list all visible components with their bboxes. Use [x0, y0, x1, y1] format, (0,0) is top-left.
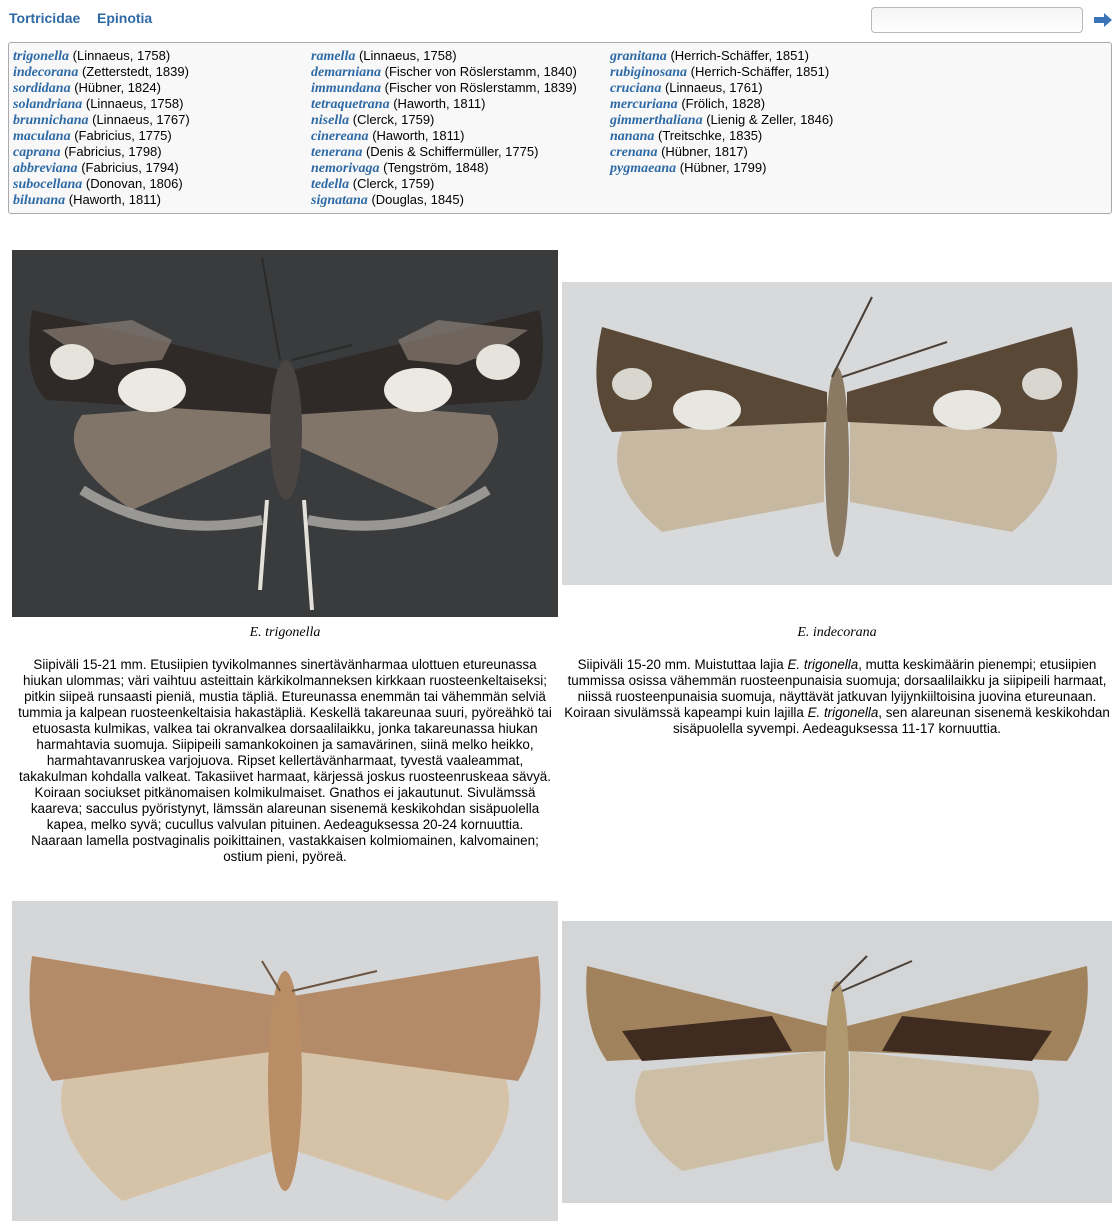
species-author: (Hübner, 1799)	[679, 160, 767, 175]
species-list-item	[610, 96, 833, 112]
species-list-item	[13, 144, 190, 160]
species-list-item	[610, 48, 833, 64]
species-link[interactable]: mercuriana	[610, 97, 678, 112]
photo-indecorana	[562, 282, 1112, 585]
top-bar	[0, 0, 1112, 40]
species-list-item	[610, 160, 833, 176]
species-author: (Haworth, 1811)	[68, 192, 162, 207]
species-list-item	[311, 128, 577, 144]
description-paragraph: Naaraan lamella postvaginalis poikittainen, vastakkaisen kolmiomainen, kalvomainen; ostium pieni, pyöreä.	[31, 833, 539, 864]
description-indecorana	[562, 657, 1112, 737]
species-list-item	[311, 192, 577, 208]
species-list-item	[13, 80, 190, 96]
species-link[interactable]: indecorana	[13, 65, 79, 80]
description-paragraph: Siipiväli 15-20 mm. Muistuttaa lajia E. trigonella, mutta keskimäärin pienempi; etusiipien tummissa osissa vähemmän ruosteenpunaisia suomuja; dorsaalilaikku ja siipipeili harmaat, niissä ruosteenpunaisia suomuja, näyttävät jatkuvan lyijynkiiltoisina juovina etureunaan.	[567, 657, 1107, 704]
species-list-item	[610, 128, 833, 144]
species-author: (Fabricius, 1794)	[81, 160, 179, 175]
species-link[interactable]: immundana	[311, 81, 382, 96]
species-index	[8, 42, 1112, 214]
species-link[interactable]: crenana	[610, 145, 658, 160]
species-link[interactable]: sordidana	[13, 81, 71, 96]
species-link[interactable]: brunnichana	[13, 113, 89, 128]
species-link[interactable]: gimmerthaliana	[610, 113, 703, 128]
species-link[interactable]: nemorivaga	[311, 161, 380, 176]
species-link[interactable]: caprana	[13, 145, 61, 160]
species-list-item	[610, 112, 833, 128]
species-author: (Haworth, 1811)	[393, 96, 486, 111]
species-list-item	[13, 112, 190, 128]
species-link[interactable]: cruciana	[610, 81, 662, 96]
species-link[interactable]: pygmaeana	[610, 161, 677, 176]
species-link[interactable]: granitana	[610, 49, 667, 64]
species-list-item	[311, 160, 577, 176]
species-author: (Treitschke, 1835)	[657, 128, 763, 143]
species-link[interactable]: tedella	[311, 177, 350, 192]
species-column-1	[13, 48, 190, 208]
species-author: (Clerck, 1759)	[352, 176, 435, 191]
species-author: (Denis & Schiffermüller, 1775)	[365, 144, 539, 159]
species-list-item	[13, 160, 190, 176]
caption-indecorana: E. indecorana	[797, 625, 877, 640]
species-author: (Haworth, 1811)	[372, 128, 465, 143]
description-paragraph: Siipiväli 15-21 mm. Etusiipien tyvikolmannes sinertävänharmaa ulottuen etureunassa hiukan ulommas; väri vaihtuu asteittain kärkikolmanneksen kirkkaan ruosteenkeltaiseksi; pitkin siipeä runsaasti pieniä, mustia täpliä. Etureunassa enemmän tai vähemmän selviä tummia ja kalpean ruosteenkeltaisia hakastäpliä. Keskellä takareunaa suuri, pyöreähkö tai etuosasta kulmikas, valkea tai okranvalkea dorsaalilaikku, jonka takareunassa hiukan harmahtavia suomuja. Siipipeili samankokoinen ja samavärinen, siinä melko heikko, harmahtavanruskea varjojuova. Ripset kellertävänharmaat, tyvestä vaaleammat, takakulman kohdalla valkeat. Takasiivet harmaat, kärjessä joskus ruosteenruskeaa sävyä.	[18, 657, 552, 784]
species-column-3	[610, 48, 833, 176]
species-link[interactable]: maculana	[13, 129, 71, 144]
species-list-item	[610, 80, 833, 96]
arrow-right-icon[interactable]	[1094, 12, 1112, 28]
species-list-item	[311, 64, 577, 80]
species-link[interactable]: cinereana	[311, 129, 369, 144]
description-paragraph: Koiraan sociukset pitkänomaisen kolmikulmaiset. Gnathos ei jakautunut. Sivulämssä kaareva; sacculus pyöristynyt, lämssän alareunan sisenemä keskikohdan sisäpuolella kapea, melko syvä; cucullus valvulan pituinen. Aedeaguksessa 20-24 kornuuttia.	[30, 785, 540, 832]
species-list-item	[610, 64, 833, 80]
species-author: (Fischer von Röslerstamm, 1839)	[384, 80, 577, 95]
species-link[interactable]: nisella	[311, 113, 350, 128]
species-author: (Douglas, 1845)	[371, 192, 464, 207]
species-link[interactable]: ramella	[311, 49, 356, 64]
species-list-item	[13, 96, 190, 112]
species-list-item	[13, 48, 190, 64]
species-list-item	[311, 48, 577, 64]
species-author: (Linnaeus, 1758)	[85, 96, 184, 111]
species-link[interactable]: bilunana	[13, 193, 66, 208]
species-list-item	[311, 144, 577, 160]
species-link[interactable]: trigonella	[13, 49, 70, 64]
photo-trigonella	[12, 250, 558, 617]
species-author: (Fabricius, 1798)	[64, 144, 162, 159]
species-list-item	[13, 64, 190, 80]
species-link[interactable]: subocellana	[13, 177, 83, 192]
species-author: (Herrich-Schäffer, 1851)	[670, 48, 809, 63]
species-author: (Donovan, 1806)	[85, 176, 183, 191]
search-input[interactable]	[871, 7, 1083, 33]
species-link[interactable]: tenerana	[311, 145, 363, 160]
breadcrumb-genus-link[interactable]: Epinotia	[97, 10, 153, 26]
description-paragraph: Koiraan sivulämssä kapeampi kuin lajilla E. trigonella, sen alareunan sisenemä keskikohdan sisäpuolella syvempi. Aedeaguksessa 11-17 kornuuttia.	[564, 705, 1110, 736]
species-author: (Hübner, 1824)	[74, 80, 161, 95]
species-list-item	[13, 192, 190, 208]
species-author: (Linnaeus, 1758)	[72, 48, 171, 63]
species-author: (Linnaeus, 1767)	[92, 112, 190, 127]
species-list-item	[311, 80, 577, 96]
species-link[interactable]: rubiginosana	[610, 65, 688, 80]
photo-species-3	[12, 901, 558, 1221]
species-list-item	[311, 176, 577, 192]
species-list-item	[610, 144, 833, 160]
species-link[interactable]: solandriana	[13, 97, 83, 112]
species-author: (Fabricius, 1775)	[74, 128, 172, 143]
species-author: (Lienig & Zeller, 1846)	[706, 112, 834, 127]
species-list-item	[13, 128, 190, 144]
species-list-item	[13, 176, 190, 192]
species-link[interactable]: abbreviana	[13, 161, 78, 176]
species-author: (Linnaeus, 1758)	[358, 48, 457, 63]
species-author: (Frölich, 1828)	[681, 96, 766, 111]
species-author: (Fischer von Röslerstamm, 1840)	[384, 64, 577, 79]
species-link[interactable]: nanana	[610, 129, 655, 144]
species-link[interactable]: demarniana	[311, 65, 382, 80]
species-column-2	[311, 48, 577, 208]
species-author: (Herrich-Schäffer, 1851)	[690, 64, 830, 79]
description-trigonella	[12, 657, 558, 865]
species-name-italic: E. trigonella	[807, 705, 879, 720]
species-name-italic: E. trigonella	[787, 657, 859, 672]
species-author: (Clerck, 1759)	[352, 112, 435, 127]
species-link[interactable]: tetraquetrana	[311, 97, 390, 112]
species-author: (Linnaeus, 1761)	[664, 80, 763, 95]
species-list-item	[311, 112, 577, 128]
species-author: (Zetterstedt, 1839)	[81, 64, 189, 79]
caption-trigonella: E. trigonella	[249, 625, 321, 640]
species-link[interactable]: signatana	[311, 193, 368, 208]
species-list-item	[311, 96, 577, 112]
breadcrumb-family-link[interactable]: Tortricidae	[9, 10, 81, 26]
species-author: (Hübner, 1817)	[661, 144, 748, 159]
species-author: (Tengström, 1848)	[383, 160, 489, 175]
photo-species-4	[562, 921, 1112, 1203]
